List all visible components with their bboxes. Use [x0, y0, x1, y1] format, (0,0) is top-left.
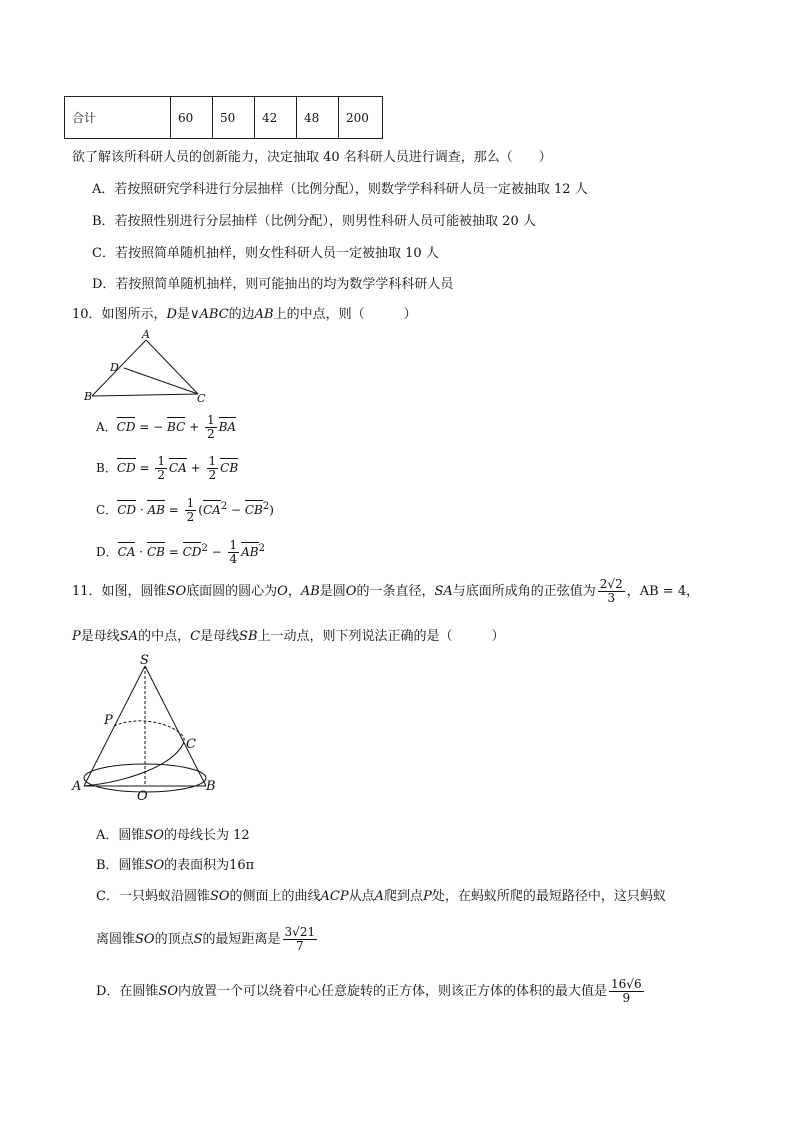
q10-option-a: A．CD = − BC + $\frac{1}{2}$ BA	[96, 413, 237, 442]
label-o: O	[137, 789, 148, 802]
label-c: C	[186, 737, 196, 752]
label-b: B	[84, 390, 93, 403]
label-s: S	[140, 653, 149, 668]
fraction: $\frac{2√2}{3}$	[599, 577, 623, 606]
fraction: $\frac{1}{2}$	[206, 413, 215, 442]
q11-option-a: A．圆锥SO的母线长为 12	[96, 828, 250, 843]
q9-option-d: D．若按照简单随机抽样，则可能抽出的均为数学学科科研人员	[92, 277, 454, 292]
q11-option-c-line2: 离圆锥SO的顶点S的最短距离是 $\frac{3√21}{7}$	[96, 925, 316, 954]
table-cell: 42	[255, 97, 297, 139]
q11-option-b: B．圆锥SO的表面积为16π	[96, 858, 255, 873]
fraction: $\frac{1}{2}$	[157, 454, 165, 483]
q10-option-b: B．CD = $\frac{1}{2}$ CA + $\frac{1}{2}$ CB	[96, 454, 239, 483]
label-a: A	[142, 328, 150, 341]
fraction: $\frac{1}{4}$	[229, 538, 238, 567]
q11-stem-line2: P是母线SA的中点，C是母线SB上一动点，则下列说法正确的是（ ）	[72, 629, 505, 644]
q9-option-b: B．若按照性别进行分层抽样（比例分配），则男性科研人员可能被抽取 20 人	[92, 214, 536, 229]
label-b: B	[206, 779, 216, 794]
table-cell: 60	[171, 97, 213, 139]
triangle-figure	[80, 328, 220, 406]
table-cell: 48	[297, 97, 339, 139]
summary-table	[64, 96, 383, 139]
table-cell: 50	[213, 97, 255, 139]
q11-option-c-line1: C．一只蚂蚁沿圆锥SO的侧面上的曲线ACP从点A爬到点P处，在蚂蚁所爬的最短路径中，这只蚂蚁	[96, 889, 666, 904]
table-row	[65, 97, 383, 139]
q10-stem: 10．如图所示，D是∨ABC的边AB上的中点，则（ ）	[72, 307, 417, 322]
label-p: P	[104, 713, 113, 728]
q10-option-c: C．CD · AB = $\frac{1}{2}$ $(CA^2 - CB^2)$	[96, 496, 274, 525]
label-d: D	[110, 361, 119, 374]
fraction: $\frac{1}{2}$	[208, 454, 217, 483]
q9-option-a: A．若按照研究学科进行分层抽样（比例分配），则数学学科科研人员一定被抽取 12 人	[92, 182, 588, 197]
fraction: $\frac{3√21}{7}$	[284, 925, 316, 954]
table-cell-label: 合计	[65, 97, 171, 139]
fraction: $\frac{16√6}{9}$	[611, 977, 642, 1006]
table-cell: 200	[339, 97, 383, 139]
fraction: $\frac{1}{2}$	[186, 496, 195, 525]
q11-option-d: D．在圆锥SO内放置一个可以绕着中心任意旋转的正方体，则该正方体的体积的最大值是 $\frac{16√6}{9}$	[96, 977, 642, 1006]
q10-option-d: D．CA · CB = $CD^2$ − $\frac{1}{4}$ $AB^2$	[96, 538, 265, 567]
label-a: A	[72, 779, 82, 794]
q11-stem-line1: 11．如图，圆锥SO底面圆的圆心为O，AB是圆O的一条直径，SA与底面所成角的正弦值为 $\frac{2√2}{3}$ ，AB = 4，	[72, 577, 700, 606]
cone-figure	[66, 650, 226, 802]
q9-option-c: C．若按照简单随机抽样，则女性科研人员一定被抽取 10 人	[92, 246, 439, 261]
label-c: C	[197, 392, 206, 405]
q9-stem: 欲了解该所科研人员的创新能力，决定抽取 40 名科研人员进行调查，那么（ ）	[72, 150, 552, 165]
